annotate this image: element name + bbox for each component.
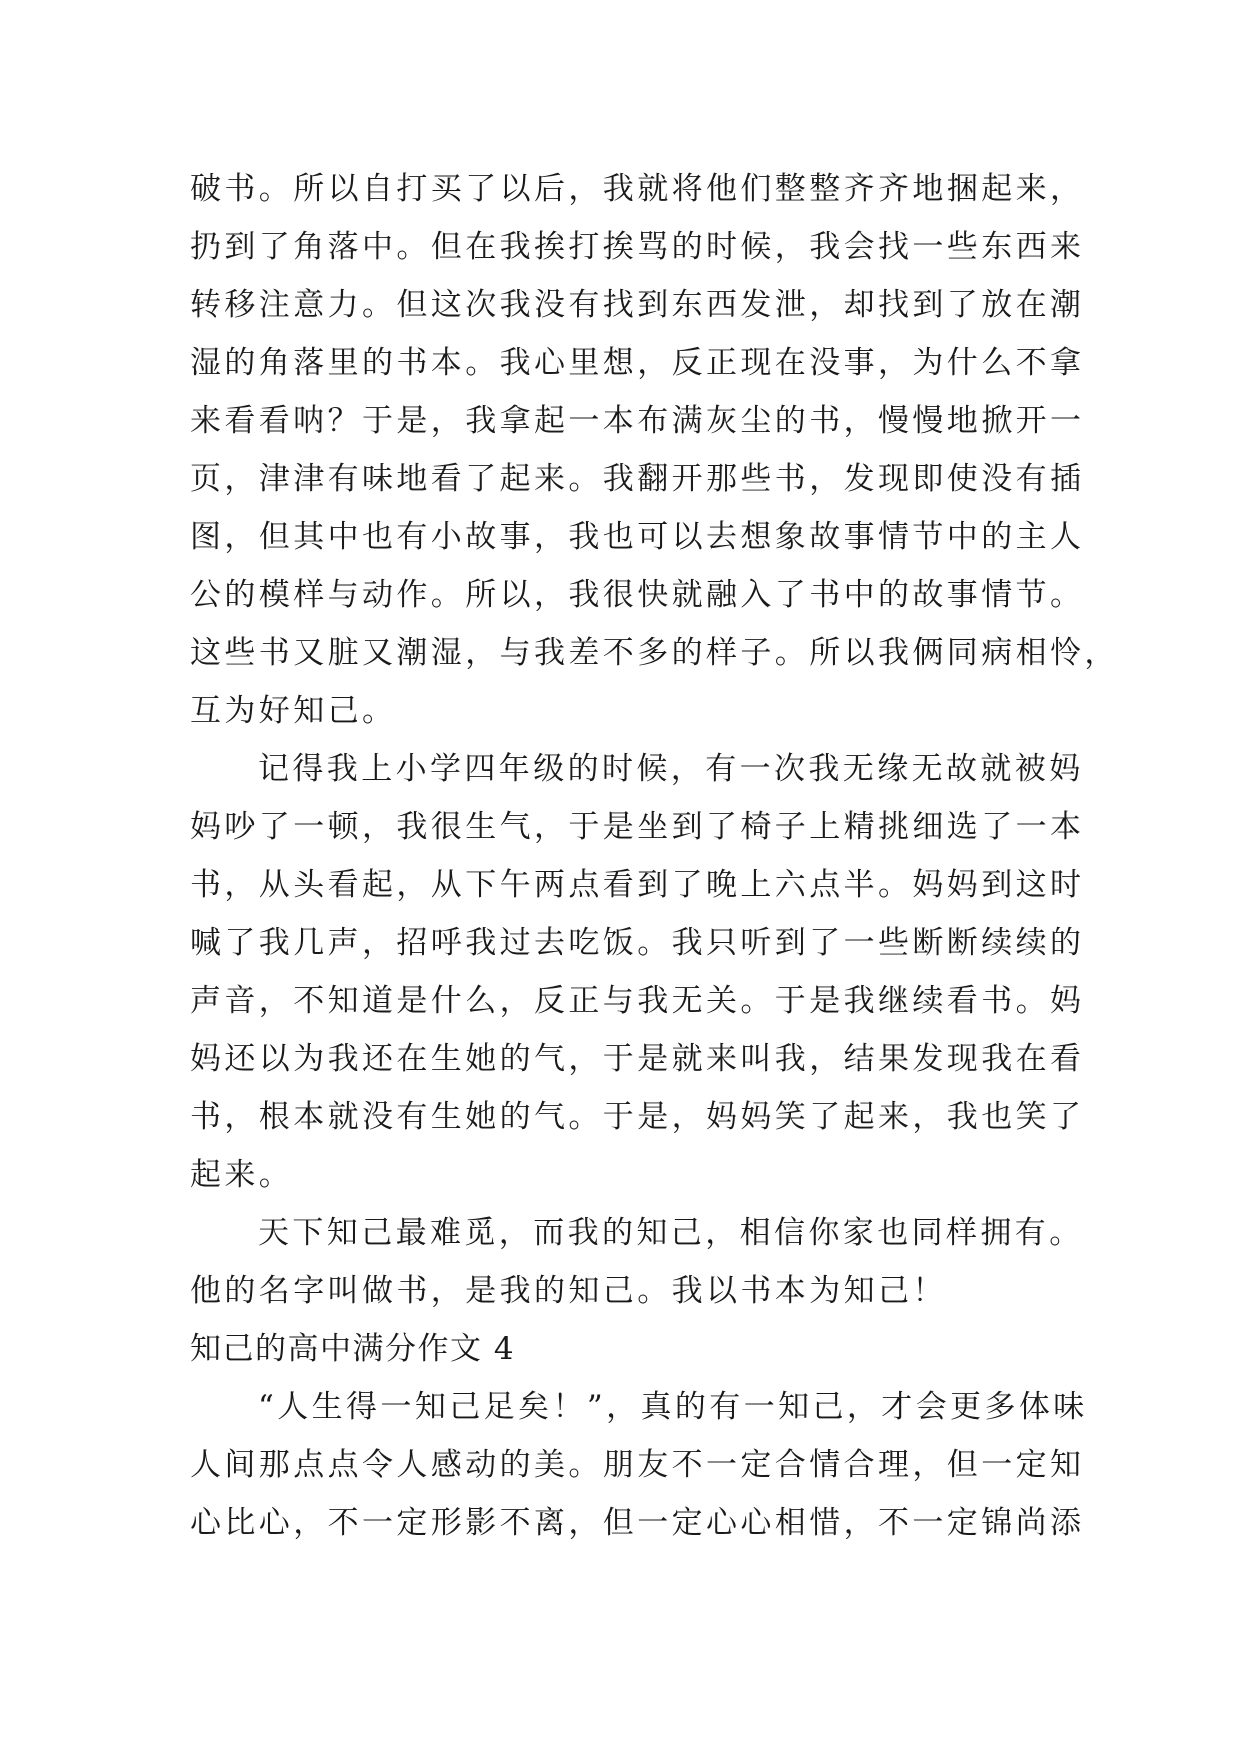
- text-line: 互为好知己。: [190, 693, 397, 729]
- paragraph-start-line: 记得我上小学四年级的时候，有一次我无缘无故就被妈: [258, 751, 1084, 787]
- text-line: 来看看呐？于是，我拿起一本布满灰尘的书，慢慢地掀开一: [190, 403, 1085, 439]
- text-line: 破书。所以自打买了以后，我就将他们整整齐齐地捆起来，: [190, 171, 1085, 207]
- paragraph-start-line: 天下知己最难觅，而我的知己，相信你家也同样拥有。: [258, 1215, 1084, 1251]
- text-line: 这些书又脏又潮湿，与我差不多的样子。所以我俩同病相怜，: [190, 635, 1119, 671]
- text-line: 起来。: [190, 1157, 294, 1193]
- text-line: 喊了我几声，招呼我过去吃饭。我只听到了一些断断续续的: [190, 925, 1085, 961]
- text-line: 人间那点点令人感动的美。朋友不一定合情合理，但一定知: [190, 1447, 1085, 1483]
- text-line: 扔到了角落中。但在我挨打挨骂的时候，我会找一些东西来: [190, 229, 1085, 265]
- text-line: 页，津津有味地看了起来。我翻开那些书，发现即使没有插: [190, 461, 1085, 497]
- text-line: 妈还以为我还在生她的气，于是就来叫我，结果发现我在看: [190, 1041, 1085, 1077]
- paragraph-start-line: “人生得一知己足矣！”，真的有一知己，才会更多体味: [258, 1389, 1088, 1425]
- text-line: 转移注意力。但这次我没有找到东西发泄，却找到了放在潮: [190, 287, 1085, 323]
- text-line: 声音，不知道是什么，反正与我无关。于是我继续看书。妈: [190, 983, 1085, 1019]
- text-line: 图，但其中也有小故事，我也可以去想象故事情节中的主人: [190, 519, 1085, 555]
- section-heading: 知己的高中满分作文 4: [190, 1331, 516, 1367]
- text-line: 妈吵了一顿，我很生气，于是坐到了椅子上精挑细选了一本: [190, 809, 1085, 845]
- essay-body: [190, 160, 1119, 1552]
- text-line: 书，从头看起，从下午两点看到了晚上六点半。妈妈到这时: [190, 867, 1085, 903]
- text-line: 他的名字叫做书，是我的知己。我以书本为知己！: [190, 1273, 947, 1309]
- text-line: 心比心，不一定形影不离，但一定心心相惜，不一定锦尚添: [190, 1505, 1085, 1541]
- text-line: 湿的角落里的书本。我心里想，反正现在没事，为什么不拿: [190, 345, 1085, 381]
- text-line: 书，根本就没有生她的气。于是，妈妈笑了起来，我也笑了: [190, 1099, 1085, 1135]
- text-line: 公的模样与动作。所以，我很快就融入了书中的故事情节。: [190, 577, 1085, 613]
